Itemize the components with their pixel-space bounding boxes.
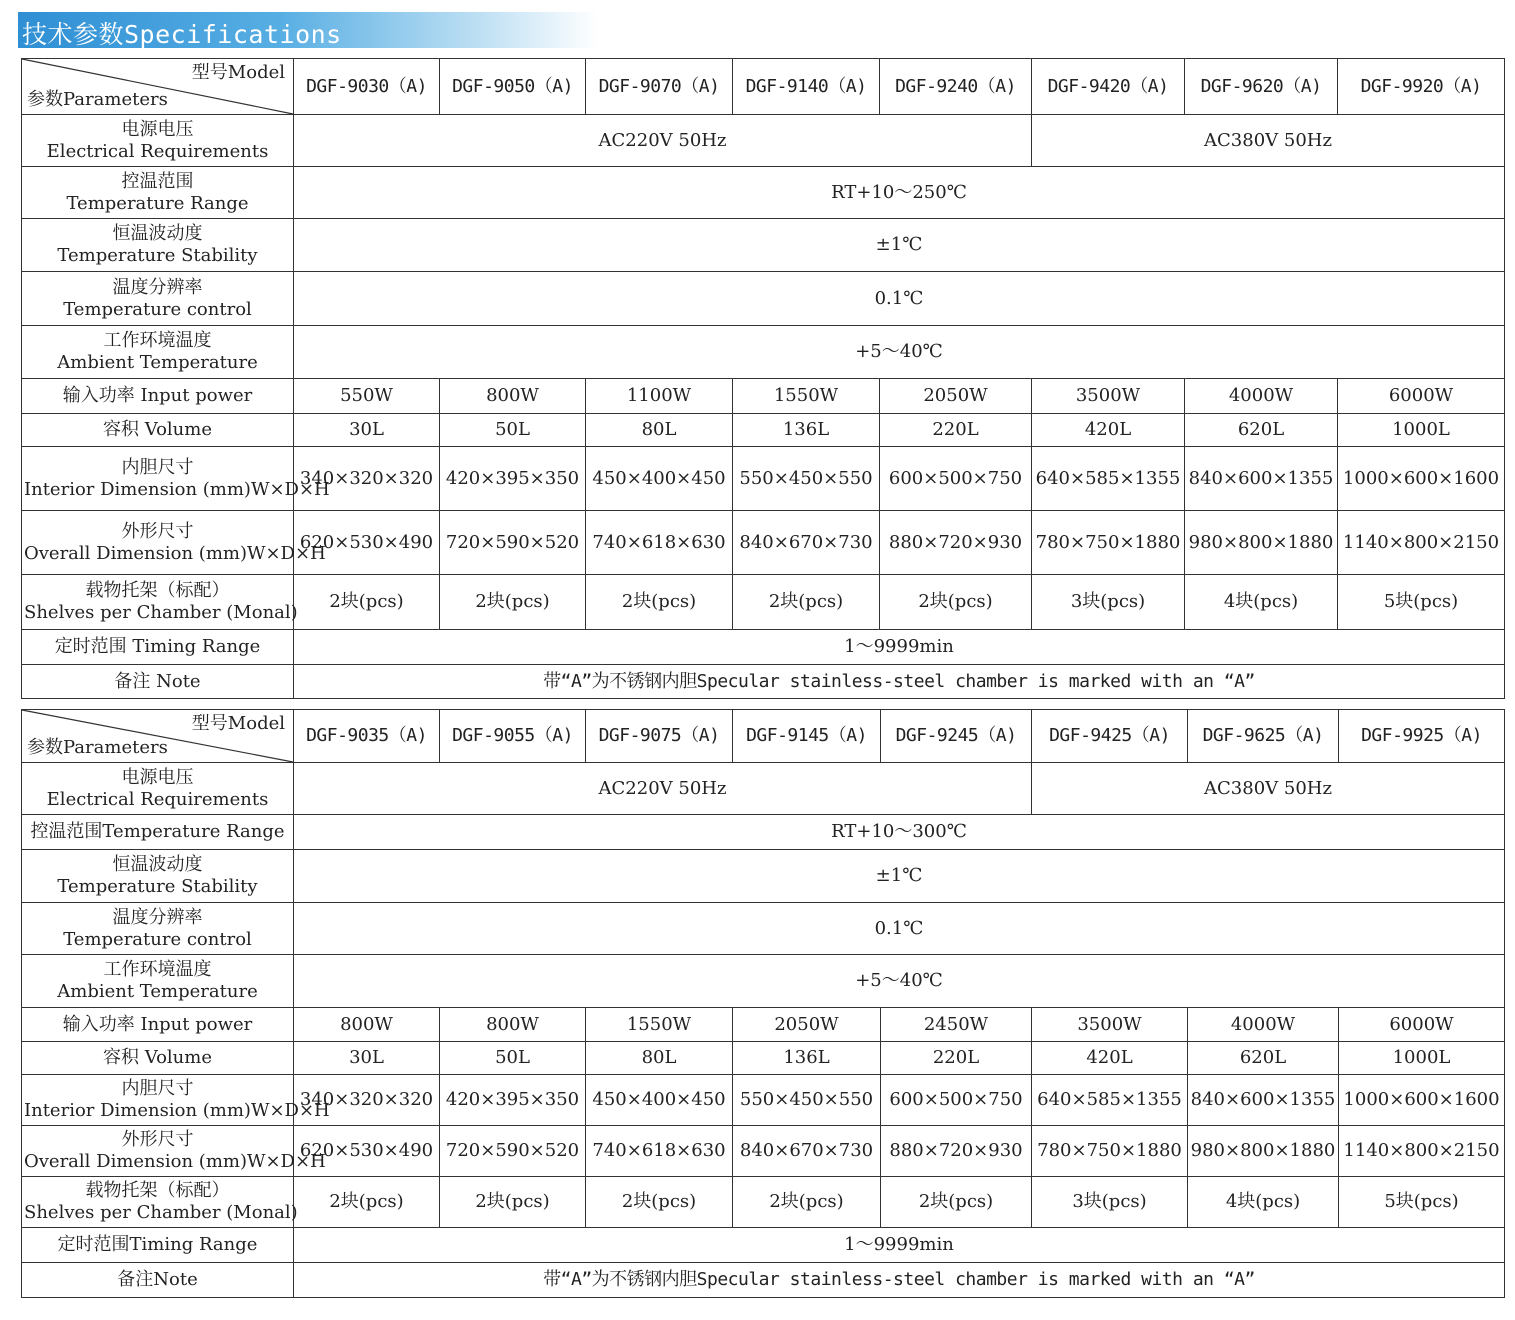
param-label-en: Temperature Stability <box>57 876 258 897</box>
interior-value: 1000×600×1600 <box>1338 447 1505 511</box>
volume-value: 420L <box>1032 1042 1188 1075</box>
timing-value: 1～9999min <box>294 630 1505 665</box>
input-power-value: 4000W <box>1185 379 1338 414</box>
input-power-value: 4000W <box>1188 1008 1339 1042</box>
temp-stability-row <box>22 850 1505 903</box>
temp-stability-value: ±1℃ <box>294 219 1505 272</box>
model-name: DGF-9245（A) <box>881 710 1032 763</box>
temp-range-row <box>22 167 1505 219</box>
temp-range-row <box>22 815 1505 850</box>
model-name: DGF-9420（A) <box>1032 59 1185 115</box>
param-label: 输入功率 Input power <box>22 1008 294 1042</box>
param-label-cell <box>22 575 298 630</box>
model-name: DGF-9145（A) <box>733 710 881 763</box>
volume-value: 420L <box>1032 414 1185 447</box>
overall-value: 840×670×730 <box>733 1126 881 1177</box>
volume-value: 50L <box>440 1042 586 1075</box>
overall-value: 1140×800×2150 <box>1339 1126 1505 1177</box>
volume-value: 1000L <box>1339 1042 1505 1075</box>
param-label-en: Overall Dimension (mm)W×D×H <box>24 542 326 564</box>
spec-table-1 <box>21 58 1505 699</box>
input-power-value: 800W <box>440 1008 586 1042</box>
param-label-cn: 内胆尺寸 <box>121 456 194 478</box>
input-power-value: 550W <box>294 379 440 414</box>
temp-range-value: RT+10～300℃ <box>294 815 1505 850</box>
param-label-cell <box>22 511 326 575</box>
temp-control-row <box>22 272 1505 326</box>
param-label-cn: 控温范围 <box>121 170 194 192</box>
volume-value: 620L <box>1185 414 1338 447</box>
temp-stability-value: ±1℃ <box>294 850 1505 903</box>
model-name: DGF-9925（A) <box>1339 710 1505 763</box>
input-power-value: 800W <box>440 379 586 414</box>
param-label-cn: 载物托架（标配） <box>85 580 230 601</box>
model-header-label: 型号Model <box>191 713 285 734</box>
shelves-value: 3块(pcs) <box>1032 575 1185 630</box>
param-label-en: Ambient Temperature <box>57 981 258 1002</box>
param-label: 定时范围 Timing Range <box>22 630 294 665</box>
note-value: 带“A”为不锈钢内胆Specular stainless-steel chamber is marked with an “A” <box>294 665 1505 699</box>
page-title: 技术参数Specifications <box>22 20 342 49</box>
interior-value: 550×450×550 <box>733 1075 881 1126</box>
ambient-value: +5～40℃ <box>294 955 1505 1008</box>
volume-value: 136L <box>733 414 880 447</box>
overall-value: 980×800×1880 <box>1188 1126 1339 1177</box>
input-power-value: 1100W <box>586 379 733 414</box>
volume-row <box>22 414 1505 447</box>
param-label-cell <box>22 1075 330 1126</box>
interior-value: 420×395×350 <box>440 1075 586 1126</box>
model-name: DGF-9050（A) <box>440 59 586 115</box>
overall-value: 620×530×490 <box>294 511 440 575</box>
model-header-label: 型号Model <box>191 62 285 83</box>
input-power-row <box>22 1008 1505 1042</box>
param-label-cn: 电源电压 <box>121 118 194 140</box>
param-label-cell <box>22 447 330 511</box>
temp-stability-row <box>22 219 1505 272</box>
overall-value: 740×618×630 <box>586 1126 733 1177</box>
note-row <box>22 1263 1505 1298</box>
param-label-cell <box>22 903 294 955</box>
model-row <box>22 710 1505 763</box>
model-name: DGF-9920（A) <box>1338 59 1505 115</box>
param-label-cn: 外形尺寸 <box>121 1129 194 1150</box>
shelves-value: 2块(pcs) <box>880 575 1032 630</box>
param-label-cn: 电源电压 <box>121 766 194 788</box>
param-label-cell <box>22 326 294 379</box>
overall-value: 840×670×730 <box>733 511 880 575</box>
model-name: DGF-9030（A) <box>294 59 440 115</box>
temp-control-value: 0.1℃ <box>294 903 1505 955</box>
volume-row <box>22 1042 1505 1075</box>
interior-value: 600×500×750 <box>881 1075 1032 1126</box>
shelves-value: 2块(pcs) <box>440 1177 586 1228</box>
shelves-value: 2块(pcs) <box>733 575 880 630</box>
spec-table-2 <box>21 709 1505 1298</box>
param-label-cell <box>22 1126 326 1177</box>
input-power-value: 800W <box>294 1008 440 1042</box>
shelves-value: 2块(pcs) <box>881 1177 1032 1228</box>
param-label-en: Overall Dimension (mm)W×D×H <box>24 1151 326 1172</box>
volume-value: 220L <box>880 414 1032 447</box>
shelves-value: 2块(pcs) <box>294 575 440 630</box>
interior-value: 550×450×550 <box>733 447 880 511</box>
ambient-row <box>22 955 1505 1008</box>
volume-value: 30L <box>294 1042 440 1075</box>
shelves-value: 3块(pcs) <box>1032 1177 1188 1228</box>
param-label-en: Electrical Requirements <box>46 140 269 162</box>
overall-value: 1140×800×2150 <box>1338 511 1505 575</box>
interior-value: 1000×600×1600 <box>1339 1075 1505 1126</box>
param-label: 定时范围Timing Range <box>22 1228 294 1263</box>
input-power-value: 6000W <box>1338 379 1505 414</box>
param-label-cell <box>22 272 294 326</box>
model-name: DGF-9425（A) <box>1032 710 1188 763</box>
param-label-en: Interior Dimension (mm)W×D×H <box>24 1100 330 1121</box>
interior-value: 600×500×750 <box>880 447 1032 511</box>
model-name: DGF-9140（A) <box>733 59 880 115</box>
interior-value: 450×400×450 <box>586 1075 733 1126</box>
interior-value: 420×395×350 <box>440 447 586 511</box>
electrical-value-380: AC380V 50Hz <box>1032 115 1505 167</box>
param-label-cn: 恒温波动度 <box>112 854 203 875</box>
electrical-row <box>22 763 1505 815</box>
shelves-value: 4块(pcs) <box>1188 1177 1339 1228</box>
overall-value: 620×530×490 <box>294 1126 440 1177</box>
input-power-value: 2450W <box>881 1008 1032 1042</box>
model-name: DGF-9070（A) <box>586 59 733 115</box>
volume-value: 620L <box>1188 1042 1339 1075</box>
temp-control-value: 0.1℃ <box>294 272 1505 326</box>
overall-value: 980×800×1880 <box>1185 511 1338 575</box>
shelves-row <box>22 575 1505 630</box>
param-label-en: Shelves per Chamber (Monal) <box>24 602 298 623</box>
volume-value: 50L <box>440 414 586 447</box>
title-banner <box>18 12 598 48</box>
overall-value: 720×590×520 <box>440 511 586 575</box>
note-value: 带“A”为不锈钢内胆Specular stainless-steel chamber is marked with an “A” <box>294 1263 1505 1298</box>
interior-row <box>22 1075 1505 1126</box>
volume-value: 136L <box>733 1042 881 1075</box>
model-name: DGF-9075（A) <box>586 710 733 763</box>
model-name: DGF-9625（A) <box>1188 710 1339 763</box>
interior-value: 640×585×1355 <box>1032 447 1185 511</box>
model-name: DGF-9620（A) <box>1185 59 1338 115</box>
input-power-value: 6000W <box>1339 1008 1505 1042</box>
shelves-value: 2块(pcs) <box>440 575 586 630</box>
param-label-cell <box>22 167 294 219</box>
parameters-header-label: 参数Parameters <box>27 89 168 110</box>
param-label-cell <box>22 1177 298 1228</box>
overall-value: 720×590×520 <box>440 1126 586 1177</box>
electrical-value-220: AC220V 50Hz <box>294 763 1032 815</box>
param-label-cn: 内胆尺寸 <box>121 1078 194 1099</box>
param-label-cn: 工作环境温度 <box>103 330 212 351</box>
electrical-value-220: AC220V 50Hz <box>294 115 1032 167</box>
overall-row <box>22 511 1505 575</box>
param-label-cn: 工作环境温度 <box>103 959 212 980</box>
param-label-en: Temperature control <box>63 928 252 950</box>
header-corner-cell <box>22 710 294 763</box>
param-label: 容积 Volume <box>22 414 294 447</box>
note-row <box>22 665 1505 699</box>
overall-value: 880×720×930 <box>881 1126 1032 1177</box>
param-label-cn: 外形尺寸 <box>121 520 194 542</box>
input-power-value: 1550W <box>733 379 880 414</box>
shelves-value: 2块(pcs) <box>586 575 733 630</box>
shelves-value: 5块(pcs) <box>1339 1177 1505 1228</box>
param-label-cell <box>22 115 294 167</box>
electrical-value-380: AC380V 50Hz <box>1032 763 1505 815</box>
timing-row <box>22 1228 1505 1263</box>
volume-value: 30L <box>294 414 440 447</box>
ambient-row <box>22 326 1505 379</box>
shelves-value: 5块(pcs) <box>1338 575 1505 630</box>
input-power-value: 2050W <box>880 379 1032 414</box>
temp-control-row <box>22 903 1505 955</box>
overall-value: 780×750×1880 <box>1032 1126 1188 1177</box>
param-label-en: Temperature Stability <box>57 245 258 266</box>
timing-row <box>22 630 1505 665</box>
overall-value: 740×618×630 <box>586 511 733 575</box>
model-row <box>22 59 1505 115</box>
param-label-en: Electrical Requirements <box>46 788 269 810</box>
param-label-en: Interior Dimension (mm)W×D×H <box>24 478 330 500</box>
overall-value: 880×720×930 <box>880 511 1032 575</box>
shelves-row <box>22 1177 1505 1228</box>
volume-value: 1000L <box>1338 414 1505 447</box>
param-label-cell <box>22 850 294 903</box>
param-label: 容积 Volume <box>22 1042 294 1075</box>
param-label-en: Temperature Range <box>66 192 249 214</box>
param-label-cell <box>22 219 294 272</box>
param-label: 控温范围Temperature Range <box>22 815 294 850</box>
param-label-cell <box>22 763 294 815</box>
param-label-en: Ambient Temperature <box>57 352 258 373</box>
param-label-cn: 载物托架（标配） <box>85 1180 230 1201</box>
param-label-cell <box>22 955 294 1008</box>
model-name: DGF-9055（A) <box>440 710 586 763</box>
interior-value: 840×600×1355 <box>1185 447 1338 511</box>
param-label-cn: 恒温波动度 <box>112 223 203 244</box>
input-power-value: 1550W <box>586 1008 733 1042</box>
electrical-row <box>22 115 1505 167</box>
overall-value: 780×750×1880 <box>1032 511 1185 575</box>
shelves-value: 2块(pcs) <box>586 1177 733 1228</box>
shelves-value: 2块(pcs) <box>733 1177 881 1228</box>
volume-value: 220L <box>881 1042 1032 1075</box>
overall-row <box>22 1126 1505 1177</box>
interior-value: 340×320×320 <box>294 1075 440 1126</box>
interior-value: 340×320×320 <box>294 447 440 511</box>
volume-value: 80L <box>586 1042 733 1075</box>
temp-range-value: RT+10～250℃ <box>294 167 1505 219</box>
param-label: 备注 Note <box>22 665 294 699</box>
model-name: DGF-9035（A) <box>294 710 440 763</box>
ambient-value: +5～40℃ <box>294 326 1505 379</box>
param-label-cn: 温度分辨率 <box>112 276 203 298</box>
shelves-value: 2块(pcs) <box>294 1177 440 1228</box>
param-label: 备注Note <box>22 1263 294 1298</box>
model-name: DGF-9240（A) <box>880 59 1032 115</box>
interior-value: 450×400×450 <box>586 447 733 511</box>
volume-value: 80L <box>586 414 733 447</box>
timing-value: 1～9999min <box>294 1228 1505 1263</box>
shelves-value: 4块(pcs) <box>1185 575 1338 630</box>
interior-value: 640×585×1355 <box>1032 1075 1188 1126</box>
parameters-header-label: 参数Parameters <box>27 737 168 758</box>
param-label-cn: 温度分辨率 <box>112 906 203 928</box>
input-power-value: 3500W <box>1032 1008 1188 1042</box>
input-power-row <box>22 379 1505 414</box>
input-power-value: 2050W <box>733 1008 881 1042</box>
interior-row <box>22 447 1505 511</box>
param-label-en: Temperature control <box>63 298 252 320</box>
header-corner-cell <box>22 59 294 115</box>
input-power-value: 3500W <box>1032 379 1185 414</box>
param-label-en: Shelves per Chamber (Monal) <box>24 1202 298 1223</box>
param-label: 输入功率 Input power <box>22 379 294 414</box>
interior-value: 840×600×1355 <box>1188 1075 1339 1126</box>
